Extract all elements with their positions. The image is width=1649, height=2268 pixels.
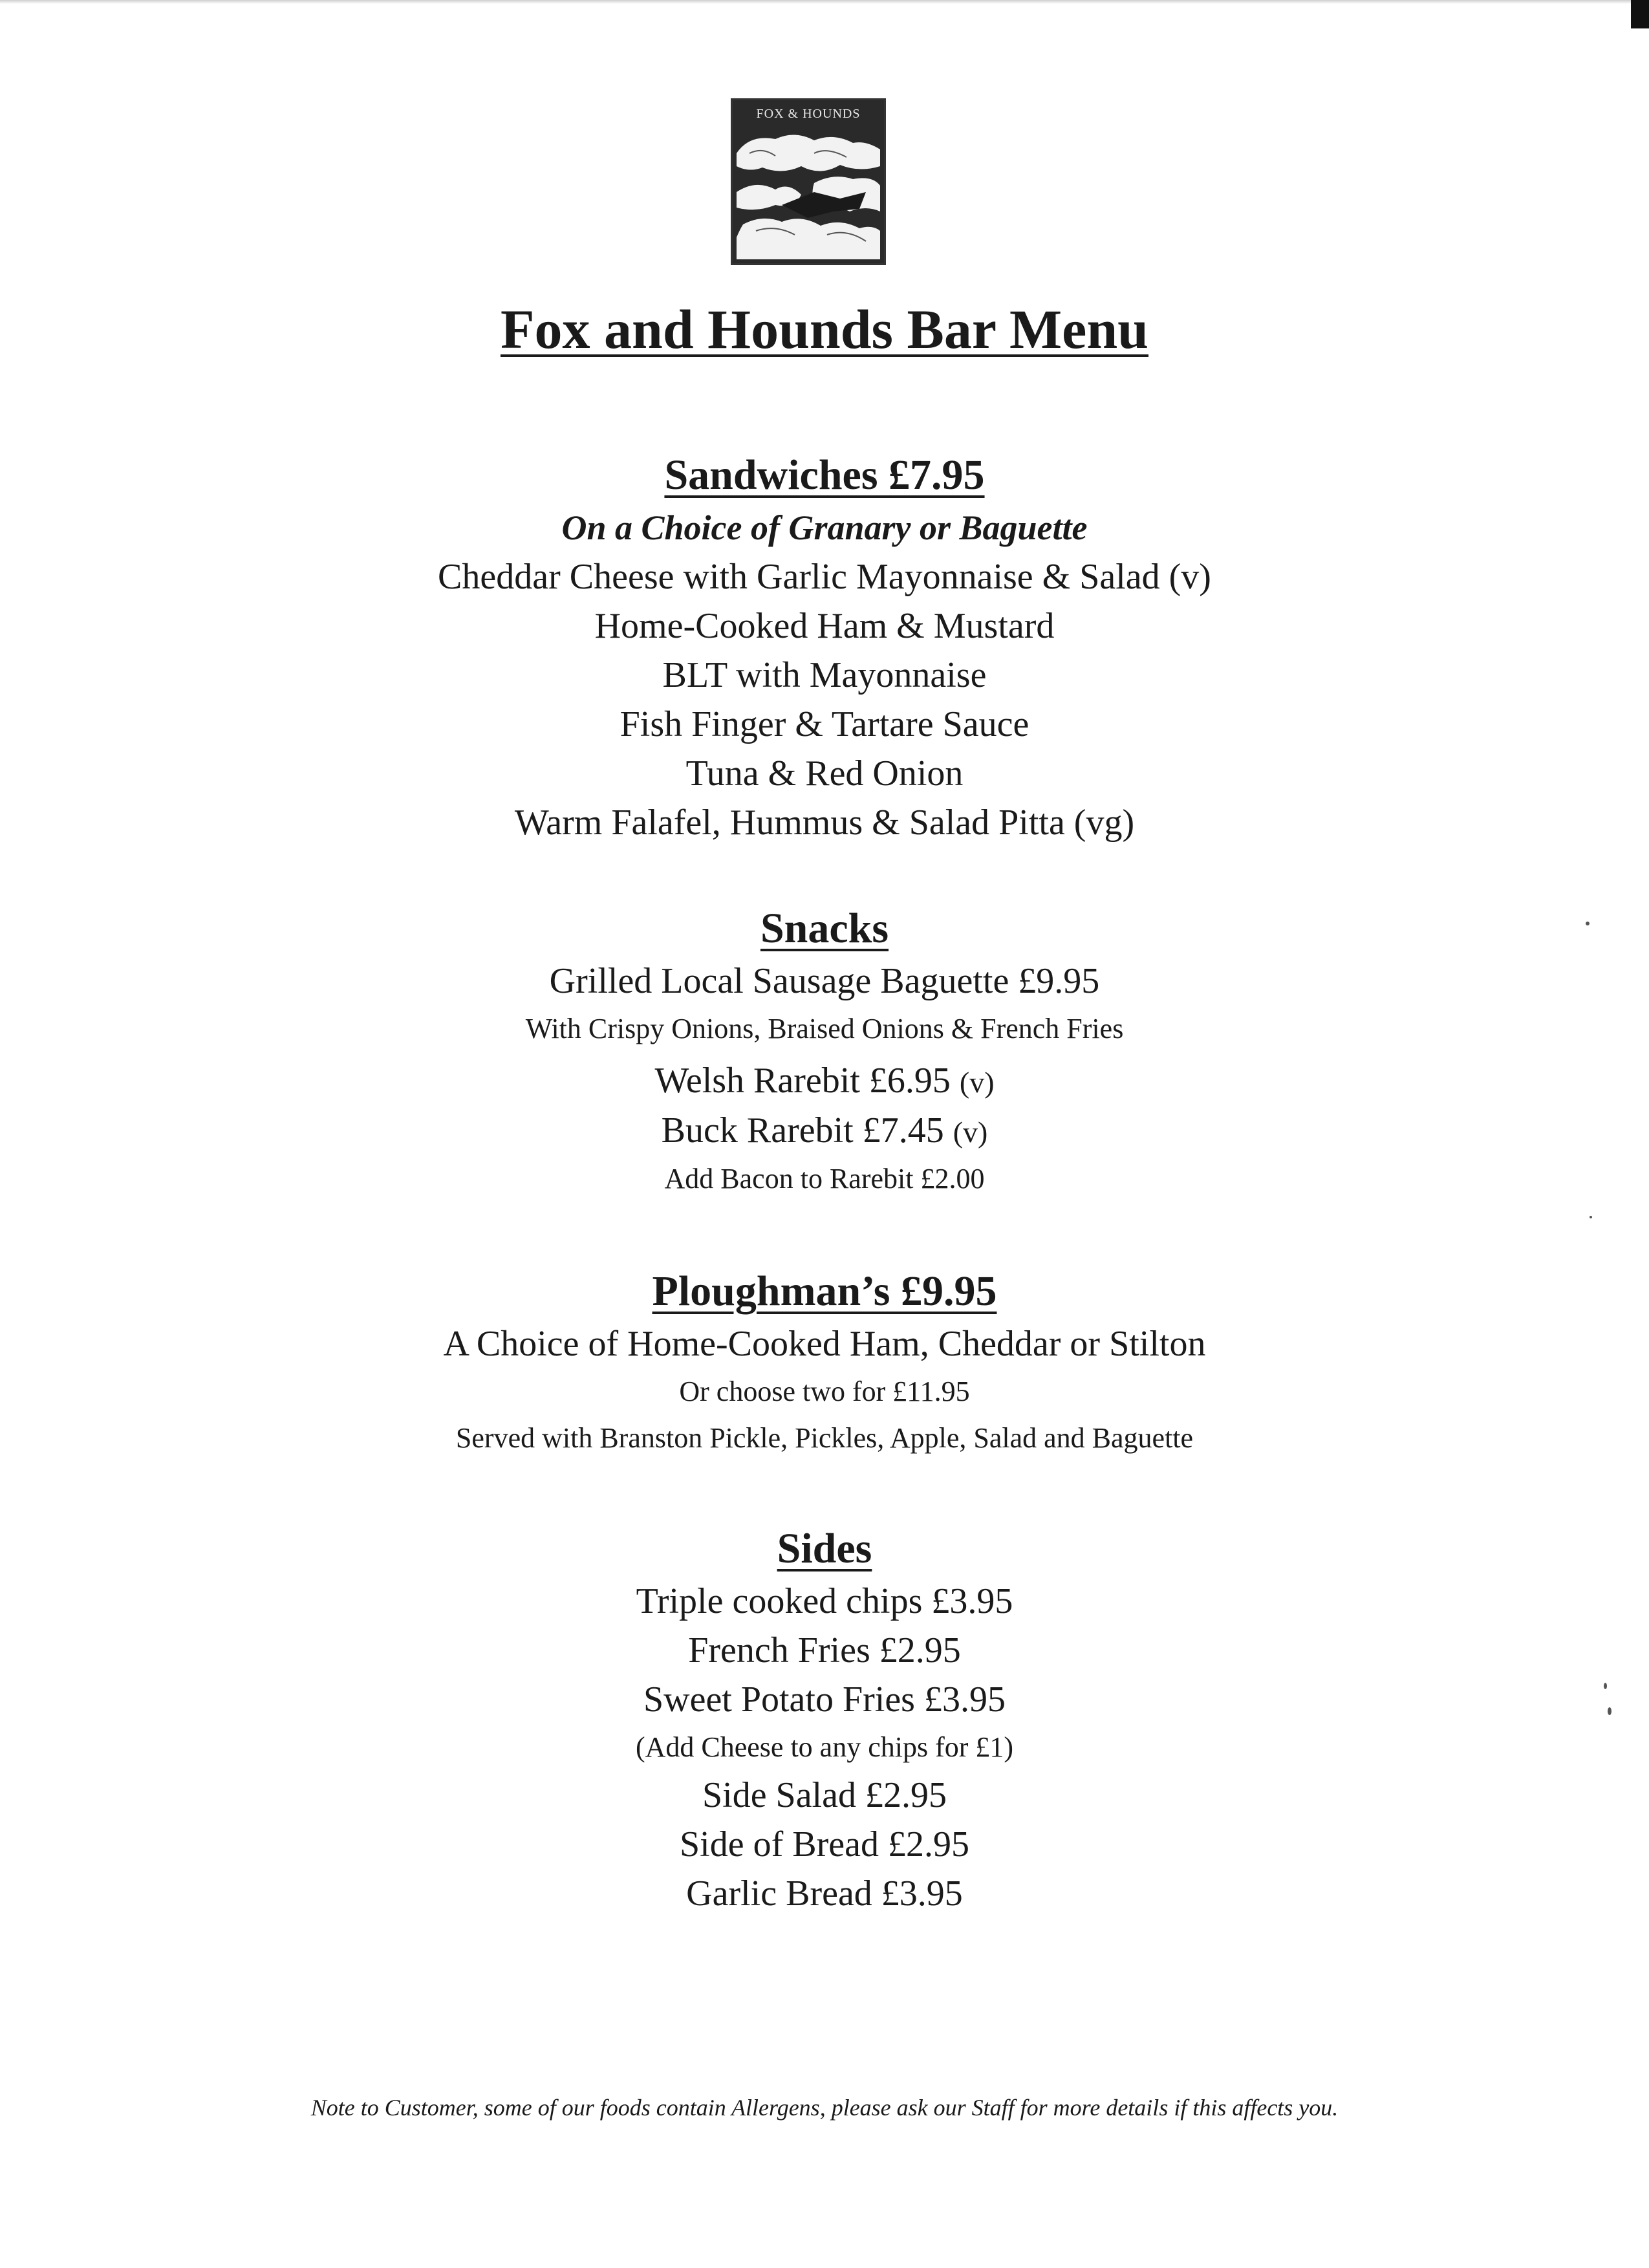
side-item: French Fries £2.95 (688, 1630, 961, 1670)
side-item: Sweet Potato Fries £3.95 (643, 1679, 1006, 1720)
buck-rarebit-tag: (v) (953, 1116, 988, 1149)
scan-speck (1608, 1707, 1611, 1715)
sandwiches-section (0, 448, 1649, 847)
side-item: Triple cooked chips £3.95 (636, 1581, 1013, 1621)
scan-edge-top (0, 0, 1649, 4)
sides-heading: Sides (777, 1525, 872, 1572)
scan-edge-right (1631, 0, 1649, 28)
sandwich-item: Home-Cooked Ham & Mustard (594, 606, 1055, 646)
sandwich-item: BLT with Mayonnaise (662, 655, 987, 695)
scan-speck (1586, 922, 1590, 925)
sides-section (0, 1521, 1649, 1918)
ploughmans-heading: Ploughman’s £9.95 (652, 1268, 997, 1315)
fox-hunt-illustration-icon (737, 127, 880, 259)
sausage-baguette-item: Grilled Local Sausage Baguette £9.95 (549, 961, 1100, 1001)
logo-text: FOX & HOUNDS (756, 107, 861, 121)
scan-speck (1604, 1683, 1607, 1689)
side-item: Side Salad £2.95 (702, 1775, 947, 1815)
ploughmans-two-note: Or choose two for £11.95 (679, 1376, 970, 1407)
allergen-note: Note to Customer, some of our foods contain Allergens, please ask our Staff for more details if this affects you. (310, 2095, 1339, 2121)
sandwich-item: Cheddar Cheese with Garlic Mayonnaise & Salad (v) (438, 557, 1211, 597)
snacks-section (0, 901, 1649, 1202)
sandwich-item: Fish Finger & Tartare Sauce (620, 704, 1029, 744)
welsh-rarebit-tag: (v) (959, 1066, 995, 1099)
bacon-rarebit-note: Add Bacon to Rarebit £2.00 (664, 1163, 985, 1194)
sandwiches-subheading: On a Choice of Granary or Baguette (561, 508, 1088, 547)
fox-and-hounds-logo (731, 98, 886, 265)
side-item: Side of Bread £2.95 (680, 1824, 969, 1864)
sandwich-item: Warm Falafel, Hummus & Salad Pitta (vg) (514, 803, 1135, 843)
side-item: Garlic Bread £3.95 (686, 1874, 963, 1914)
cheese-chips-note: (Add Cheese to any chips for £1) (635, 1731, 1014, 1763)
sausage-baguette-note: With Crispy Onions, Braised Onions & French Fries (525, 1013, 1124, 1044)
ploughmans-served-note: Served with Branston Pickle, Pickles, Apple, Salad and Baguette (455, 1422, 1194, 1454)
snacks-heading: Snacks (760, 905, 889, 952)
scan-speck (1590, 1216, 1592, 1218)
ploughmans-section (0, 1264, 1649, 1462)
welsh-rarebit-item: Welsh Rarebit £6.95 (v) (654, 1061, 995, 1101)
page-title: Fox and Hounds Bar Menu (500, 298, 1149, 360)
buck-rarebit-item: Buck Rarebit £7.45 (v) (661, 1110, 988, 1150)
sandwich-item: Tuna & Red Onion (685, 753, 964, 794)
sandwiches-heading: Sandwiches £7.95 (664, 451, 985, 499)
ploughmans-choice: A Choice of Home-Cooked Ham, Cheddar or Stilton (443, 1324, 1206, 1364)
